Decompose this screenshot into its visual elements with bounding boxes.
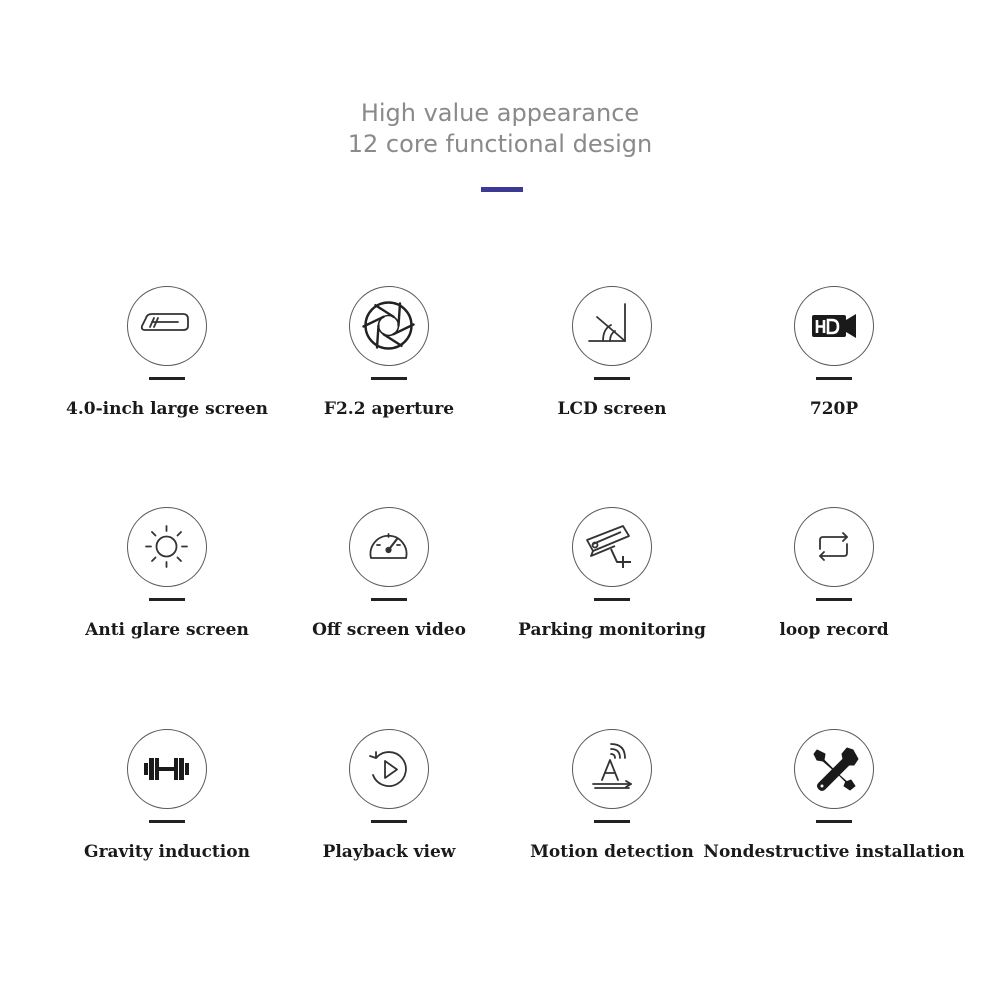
feature-label: F2.2 aperture	[323, 399, 455, 419]
feature-label: Gravity induction	[84, 842, 250, 862]
feature-label: LCD screen	[557, 399, 667, 419]
feature-lcd	[482, 286, 742, 466]
divider	[149, 377, 185, 380]
feature-label: Nondestructive installation	[703, 842, 965, 862]
replay-icon	[349, 729, 429, 809]
feature-motion-detection	[482, 729, 742, 909]
divider	[816, 377, 852, 380]
feature-label: loop record	[779, 620, 889, 640]
feature-nondestructive-installation	[704, 729, 964, 909]
divider	[594, 820, 630, 823]
divider	[371, 598, 407, 601]
hd-camera-icon	[794, 286, 874, 366]
feature-label: Motion detection	[530, 842, 694, 862]
feature-label: Parking monitoring	[518, 620, 706, 640]
loop-icon	[794, 507, 874, 587]
divider	[816, 598, 852, 601]
feature-off-screen-video	[259, 507, 519, 687]
feature-playback-view	[259, 729, 519, 909]
feature-loop-record	[704, 507, 964, 687]
header-accent-bar	[481, 187, 523, 192]
divider	[149, 598, 185, 601]
header-title-line2: 12 core functional design	[347, 130, 653, 158]
motion-sensor-icon	[572, 729, 652, 809]
feature-large-screen	[37, 286, 297, 466]
divider	[149, 820, 185, 823]
tools-icon	[794, 729, 874, 809]
divider	[371, 377, 407, 380]
dumbbell-icon	[127, 729, 207, 809]
mirror-screen-icon	[127, 286, 207, 366]
feature-gravity-induction	[37, 729, 297, 909]
feature-720p	[704, 286, 964, 466]
feature-label: Playback view	[322, 842, 456, 862]
feature-aperture	[259, 286, 519, 466]
feature-label: 4.0-inch large screen	[66, 399, 268, 419]
speedometer-icon	[349, 507, 429, 587]
feature-label: 720P	[809, 399, 859, 419]
divider	[816, 820, 852, 823]
sun-icon	[127, 507, 207, 587]
divider	[594, 377, 630, 380]
feature-parking-monitoring	[482, 507, 742, 687]
feature-anti-glare	[37, 507, 297, 687]
divider	[594, 598, 630, 601]
security-camera-icon	[572, 507, 652, 587]
aperture-icon	[349, 286, 429, 366]
feature-label: Anti glare screen	[85, 620, 249, 640]
header-title-line1: High value appearance	[360, 99, 640, 127]
feature-label: Off screen video	[312, 620, 466, 640]
viewing-angle-icon	[572, 286, 652, 366]
divider	[371, 820, 407, 823]
